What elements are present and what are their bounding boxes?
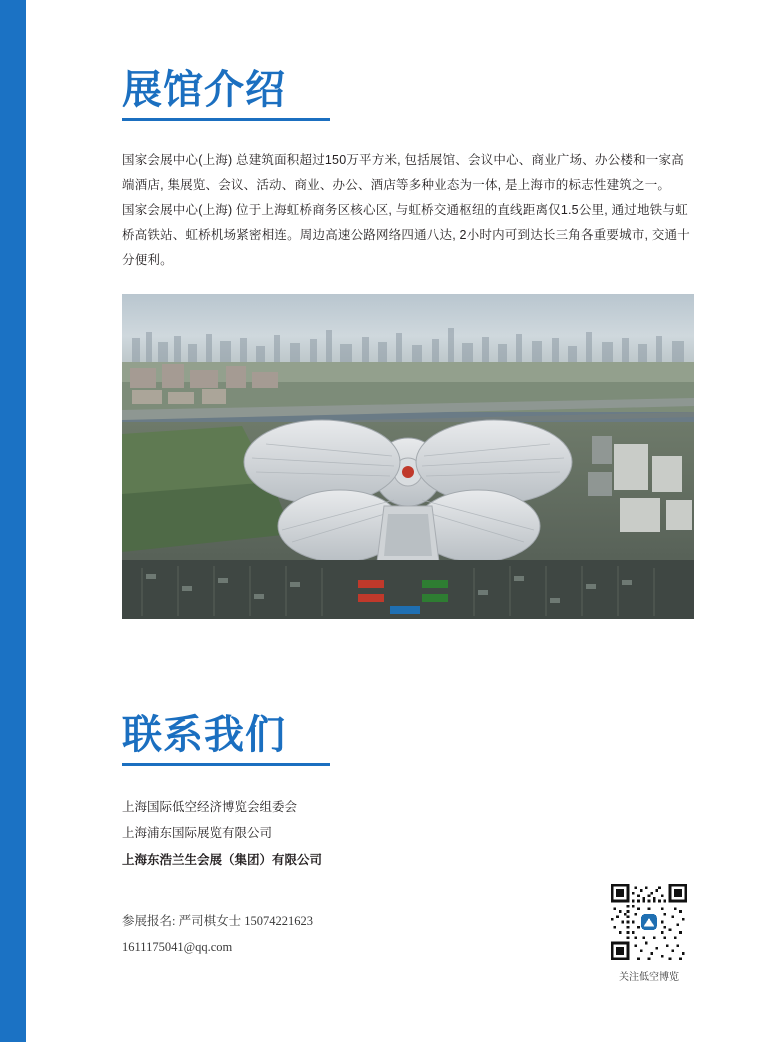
page-title-contact: 联系我们 bbox=[122, 713, 286, 757]
venue-photo-illustration bbox=[122, 294, 694, 619]
page-content bbox=[122, 0, 702, 1042]
qr-code-icon[interactable] bbox=[611, 884, 687, 960]
contact-email[interactable]: 1611175041@qq.com bbox=[122, 940, 233, 955]
venue-paragraph-2: 国家会展中心(上海) 位于上海虹桥商务区核心区, 与虹桥交通枢纽的直线距离仅1.5公里, 通过地铁与虹桥高铁站、虹桥机场紧密相连。周边高速公路网络四通八达, 2小时内可到达长三角各重要城市, 交通十分便利。 bbox=[122, 203, 690, 267]
title-underline-contact bbox=[122, 763, 330, 766]
contact-organizations bbox=[122, 794, 322, 873]
qr-code-block bbox=[603, 884, 695, 983]
title-underline-venue bbox=[122, 118, 330, 121]
venue-paragraph-1: 国家会展中心(上海) 总建筑面积超过150万平方米, 包括展馆、会议中心、商业广场、办公楼和一家高端酒店, 集展览、会议、活动、商业、办公、酒店等多种业态为一体, 是上海市的标志性建筑之一。 bbox=[122, 153, 684, 192]
qr-caption: 关注低空博览 bbox=[619, 972, 679, 983]
left-accent-bar bbox=[0, 0, 26, 1042]
venue-description bbox=[122, 148, 694, 273]
organization-line-2: 上海浦东国际展览有限公司 bbox=[122, 826, 273, 841]
contact-details bbox=[122, 908, 313, 961]
venue-photo bbox=[122, 294, 694, 619]
organization-line-1: 上海国际低空经济博览会组委会 bbox=[122, 800, 298, 814]
page-title-venue: 展馆介绍 bbox=[122, 68, 286, 112]
contact-person-line: 参展报名: 严司棋女士 15074221623 bbox=[122, 914, 313, 928]
organization-line-3: 上海东浩兰生会展（集团）有限公司 bbox=[122, 852, 323, 867]
